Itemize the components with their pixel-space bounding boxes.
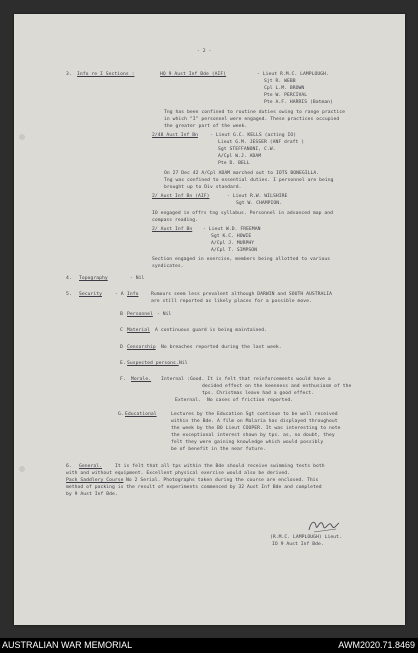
- hq-text: Tng has been confined to routine duties owing to range practice: [164, 110, 345, 115]
- punch-hole: [19, 134, 25, 140]
- battalion-2-person: Sgt W. CHAMPION.: [236, 201, 282, 206]
- security-c-label: Material: [127, 328, 150, 333]
- battalion-3-person: Sgt K.C. HOWIE: [211, 234, 252, 239]
- section-4-text: - Nil: [130, 276, 145, 281]
- hq-person: Pte W. PERCIVAL: [264, 93, 308, 98]
- battalion-1-text: brought up to Div standard.: [164, 185, 242, 190]
- educational-text: be of benefit in the near future.: [171, 447, 266, 452]
- battalion-3-person: A/Cpl T. SIMPSON: [211, 248, 257, 253]
- section-5-heading: Security: [79, 292, 102, 297]
- hq-person: Sjt R. WEBB: [264, 79, 296, 84]
- morale-internal-text: Good. It is felt that reinforcements would have a: [190, 377, 331, 382]
- morale-internal-text: tps. Christmas leave had a good effect.: [202, 391, 315, 396]
- educational-text: the exceptional interest shown by tps. as, no doubt, they: [171, 433, 335, 438]
- hq-person: - Lieut R.M.C. LAMPLOUGH.: [257, 72, 329, 77]
- security-f-letter: F.: [120, 377, 126, 382]
- battalion-1-person: Sgt STEFFANONI, C.W.: [218, 147, 276, 152]
- section-6-number: 6.: [66, 464, 72, 469]
- security-a-text: are still reported as likely places for a possible move.: [151, 299, 312, 304]
- security-e-text: Nil: [179, 361, 188, 366]
- battalion-2-text: IO engaged in offrs tng syllabus. Personnel in advanced map and: [152, 211, 333, 216]
- battalion-2-person: - Lieut R.W. WILSHIRE: [227, 194, 288, 199]
- security-g-letter: G.: [118, 412, 124, 417]
- battalion-1-unit: 2/48 Aust Inf Bn: [152, 133, 198, 138]
- section-4-heading: Topography: [79, 276, 108, 281]
- educational-text: within the Bde. A film on Malaria has displayed throughout: [171, 419, 338, 424]
- battalion-1-text: Tng was confined to essential duties. I personnel are being: [164, 178, 334, 183]
- general-text: by 9 Aust Inf Bde.: [66, 492, 118, 497]
- security-b-label: Personnel: [127, 312, 153, 317]
- hq-text: in which "I" personnel were engaged. These practices occupied: [164, 117, 340, 122]
- battalion-1-person: Pte D. BELL: [218, 161, 250, 166]
- battalion-1-text: On 27 Dec 42 A/Cpl ADAM marched out to IOTS BONEGILLA.: [164, 171, 320, 176]
- signature-unit: IO 9 Aust Inf Bde.: [272, 542, 324, 547]
- morale-internal-text: decided effect on the keenness and enthusiasm of the: [202, 384, 352, 389]
- morale-external-text: No cases of friction reported.: [207, 398, 294, 403]
- battalion-2-text: compass reading.: [152, 218, 198, 223]
- handwritten-signature: [306, 517, 342, 535]
- battalion-3-person: - Lieut W.D. FREEMAN: [203, 227, 261, 232]
- security-g-label: Educational: [125, 412, 157, 417]
- section-3-heading: Info re I Sections :: [77, 72, 135, 77]
- hq-person: Cpl L.M. BROWN: [264, 86, 305, 91]
- pack-saddlery-heading: Pack Saddlery Course: [66, 478, 124, 483]
- battalion-1-person: - Lieut G.C. KELLS (acting IO): [210, 133, 297, 138]
- general-text: with and without equipment. Excellent physical exercise would also be derived.: [66, 471, 291, 476]
- footer-institution: AUSTRALIAN WAR MEMORIAL: [2, 640, 133, 650]
- educational-text: Lectures by the Education Sgt continue to be well received: [171, 412, 338, 417]
- security-e-letter: E.: [120, 361, 126, 366]
- battalion-1-person: A/Cpl W.J. ADAM: [218, 154, 262, 159]
- battalion-3-person: A/Cpl J. MURPHY: [211, 241, 255, 246]
- general-text: No 2 Serial. Photographs taken during the course are enclosed. This: [126, 478, 319, 483]
- section-4-number: 4.: [66, 276, 72, 281]
- security-a-letter: - A: [115, 292, 124, 297]
- battalion-1-person: Lieut G.M. JESSER (ANF draft ): [218, 140, 305, 145]
- security-d-letter: D: [120, 345, 123, 350]
- hq-person: Pte A.F. HARRIS (Batman): [264, 100, 333, 105]
- security-c-letter: C: [120, 328, 123, 333]
- punch-hole: [19, 466, 25, 472]
- section-3-number: 3.: [66, 72, 72, 77]
- security-f-label: Morale.: [131, 377, 152, 382]
- security-e-label: Suspected persons.: [127, 361, 179, 366]
- general-text: It is felt that all tps within the Bde should receive swimming tests both: [115, 464, 325, 469]
- educational-text: felt they were gaining knowledge which would possibly: [171, 440, 324, 445]
- general-text: method of packing is the result of experiments commenced by 32 Aust Inf Bde and completed: [66, 485, 322, 490]
- security-c-text: A continuous guard is being maintained.: [155, 328, 268, 333]
- security-d-text: No breaches reported during the last week.: [161, 345, 282, 350]
- educational-text: the week by the BO Lieut COOPER. It was interesting to note: [171, 426, 341, 431]
- battalion-3-unit: 2/ Aust Inf Bn: [152, 227, 193, 232]
- page-number: - 2 -: [197, 49, 212, 54]
- battalion-3-text: syndicates.: [152, 264, 184, 269]
- footer-accession-number: AWM2020.71.8469: [338, 640, 415, 650]
- hq-text: the greater part of the week.: [164, 124, 248, 129]
- section-5-number: 5.: [66, 292, 72, 297]
- security-b-letter: B: [120, 312, 123, 317]
- security-a-label: Info: [127, 292, 139, 297]
- footer-bar: [0, 638, 418, 653]
- document-page: [14, 14, 405, 625]
- signature-name: (R.M.C. LAMPLOUGH) Lieut.: [270, 535, 342, 540]
- morale-internal-label: Internal :: [161, 377, 190, 382]
- battalion-2-unit: 2/ Aust Inf Bn (AIF): [152, 194, 210, 199]
- morale-external-label: External.: [175, 398, 201, 403]
- section-6-heading: General.: [79, 464, 102, 469]
- security-a-text: Rumours seem less prevalent although DARWIN and SOUTH AUSTRALIA: [151, 292, 332, 297]
- security-d-label: Censorship: [127, 345, 156, 350]
- security-b-text: - Nil: [157, 312, 172, 317]
- hq-unit: HQ 9 Aust Inf Bde (AIF): [160, 72, 227, 77]
- battalion-3-text: Section engaged in exercise, members being allotted to various: [152, 257, 331, 262]
